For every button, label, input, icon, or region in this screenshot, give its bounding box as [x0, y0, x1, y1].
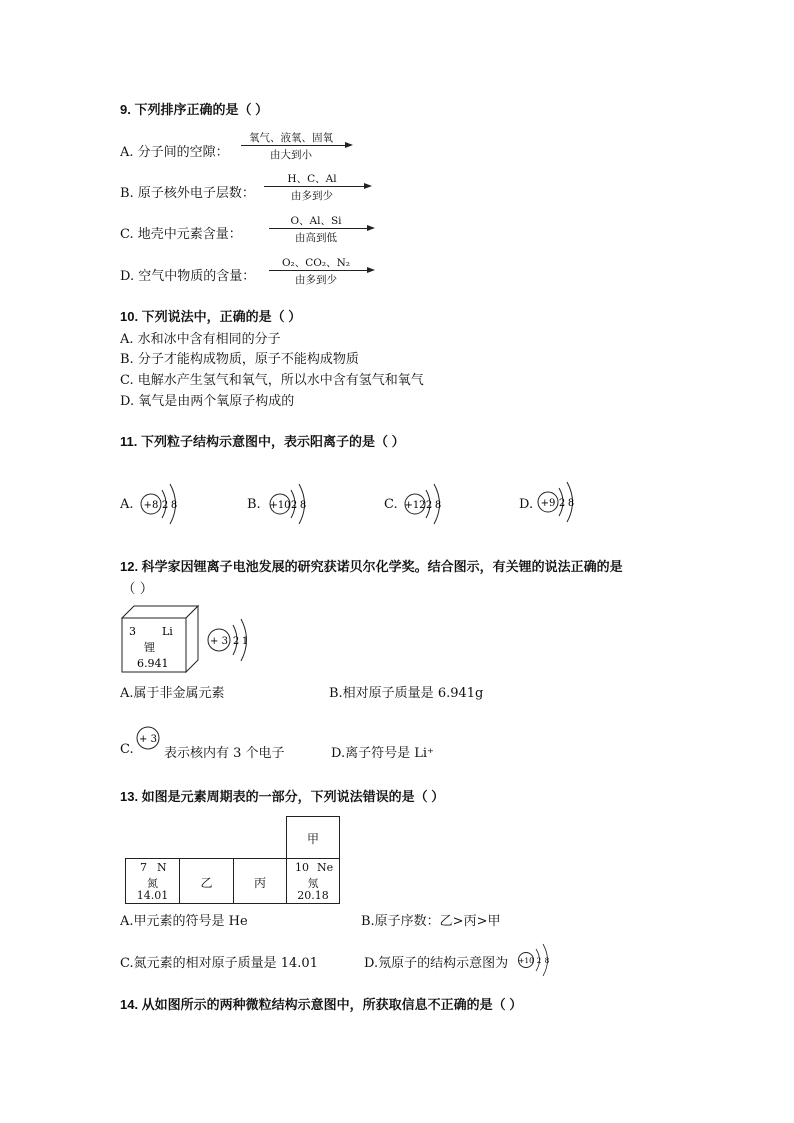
nucleus-charge: +12 — [404, 500, 426, 511]
nucleus-charge: +9 — [540, 498, 556, 509]
shell-2-electrons: 8 — [299, 500, 307, 511]
nitrogen-symbol: N — [157, 861, 167, 874]
q13-option-b: B.原子序数：乙>丙>甲 — [361, 914, 501, 929]
question-14-title: 14. 从如图所示的两种微粒结构示意图中，所获取信息不正确的是（ ） — [120, 997, 523, 1012]
arrow-head-icon — [345, 142, 353, 148]
q9-option-b-label: B. 原子核外电子层数： — [120, 186, 255, 201]
q9-option-d-arrow — [269, 255, 377, 289]
arrow-head-icon — [367, 225, 375, 231]
q12-option-b: B.相对原子质量是 6.941g — [329, 686, 484, 701]
nucleus-charge: + 3 — [210, 636, 228, 647]
neon-mass: 20.18 — [297, 889, 329, 902]
q9-option-b-under: 由多到少 — [291, 190, 333, 202]
q9-option-a-arrow — [241, 130, 353, 164]
q9-option-c-arrow — [269, 213, 377, 247]
q9-option-c-label: C. 地壳中元素含量： — [120, 227, 242, 242]
shell-2-electrons: 8 — [567, 498, 575, 509]
q9-option-b-over: H、C、Al — [287, 173, 337, 185]
q13-option-a: A.甲元素的符号是 He — [120, 914, 248, 929]
question-12-title-cont: （ ） — [122, 581, 154, 597]
cell-bing — [233, 858, 287, 904]
q13-option-d-neon-atom-diagram — [517, 940, 557, 980]
cell-jia — [286, 816, 340, 859]
cube-side-face — [186, 606, 198, 672]
nitrogen-number: 7 — [140, 861, 147, 874]
shell-1-electrons: 2 — [232, 636, 240, 647]
q9-option-c-under: 由高到低 — [295, 232, 337, 244]
arrow-head-icon — [364, 183, 372, 189]
q11-option-b-atom-diagram — [267, 478, 317, 528]
q11-option-c-label: C. — [384, 497, 398, 512]
q11-option-d-label: D. — [519, 497, 534, 512]
nucleus-charge: + 3 — [139, 734, 157, 745]
neon-name: 氖 — [307, 877, 319, 890]
neon-number: 10 — [295, 861, 309, 874]
arrow-line — [241, 145, 345, 146]
element-mass: 6.941 — [137, 657, 169, 670]
q9-option-d-over: O₂、CO₂、N₂ — [281, 257, 351, 269]
cell-yi — [179, 858, 234, 904]
q9-option-b-arrow — [264, 171, 374, 205]
shell-1-electrons: 2 — [558, 498, 566, 509]
arrow-line — [269, 228, 367, 229]
cube-top-face — [122, 606, 198, 618]
question-13-title: 13. 如图是元素周期表的一部分，下列说法错误的是（ ） — [120, 789, 445, 804]
shell-2-electrons: 8 — [170, 500, 178, 511]
neon-symbol: Ne — [317, 861, 334, 874]
q12-option-a: A.属于非金属元素 — [120, 686, 225, 701]
lithium-atom-diagram — [206, 614, 256, 668]
nucleus-charge: +10 — [269, 500, 291, 511]
q9-option-a-over: 氧气、液氧、固氧 — [249, 132, 333, 144]
q11-option-a-atom-diagram — [138, 478, 188, 528]
cell-bing-label: 丙 — [253, 876, 266, 890]
q13-option-d: D.氖原子的结构示意图为 — [364, 956, 509, 971]
element-number: 3 — [129, 625, 136, 638]
q12-option-c-nucleus-diagram — [134, 724, 166, 752]
q12-option-c-text: 表示核内有 3 个电子 — [164, 746, 285, 761]
shell-2-electrons: 8 — [544, 957, 550, 965]
cell-nitrogen — [125, 858, 180, 904]
q9-option-d-under: 由多到少 — [295, 274, 337, 286]
shell-1-electrons: 2 — [425, 500, 433, 511]
q9-option-a-label: A. 分子间的空隙： — [120, 145, 229, 160]
nitrogen-name: 氮 — [147, 877, 158, 890]
cell-yi-label: 乙 — [200, 876, 213, 890]
q13-option-c: C.氮元素的相对原子质量是 14.01 — [120, 956, 318, 971]
q11-option-c-atom-diagram — [402, 478, 452, 528]
nitrogen-mass: 14.01 — [136, 889, 169, 902]
cell-neon — [286, 858, 340, 904]
shell-1-electrons: 2 — [536, 957, 542, 965]
question-12-title: 12. 科学家因锂离子电池发展的研究获诺贝尔化学奖。结合图示，有关锂的说法正确的是 — [120, 559, 623, 574]
q10-option-c: C. 电解水产生氢气和氧气，所以水中含有氢气和氧气 — [120, 373, 424, 388]
q11-option-a-label: A. — [120, 497, 134, 512]
shell-2-electrons: 8 — [434, 500, 442, 511]
q9-option-c-over: O、Al、Si — [290, 215, 342, 227]
q12-option-c-label: C. — [120, 742, 134, 757]
question-9-title: 9. 下列排序正确的是（ ） — [120, 102, 269, 117]
shell-1-electrons: 2 — [290, 500, 298, 511]
arrow-line — [269, 270, 367, 271]
cell-jia-label: 甲 — [306, 832, 319, 846]
q10-option-b: B. 分子才能构成物质，原子不能构成物质 — [120, 352, 359, 367]
q9-option-a-under: 由大到小 — [270, 149, 312, 161]
element-name: 锂 — [144, 641, 155, 654]
q11-option-b-label: B. — [247, 497, 261, 512]
nucleus-charge: +10 — [518, 956, 534, 965]
arrow-line — [264, 186, 364, 187]
question-11-title: 11. 下列粒子结构示意图中，表示阳离子的是（ ） — [120, 434, 405, 449]
q11-option-d-atom-diagram — [535, 476, 585, 526]
arrow-head-icon — [367, 267, 375, 273]
element-symbol: Li — [162, 625, 173, 638]
lithium-element-cube — [118, 602, 202, 674]
q10-option-a: A. 水和冰中含有相同的分子 — [120, 332, 281, 347]
q12-option-d: D.离子符号是 Li⁺ — [331, 746, 434, 761]
q10-option-d: D. 氧气是由两个氧原子构成的 — [120, 394, 295, 409]
shell-2-electrons: 1 — [241, 636, 249, 647]
shell-1-electrons: 2 — [161, 500, 169, 511]
q9-option-d-label: D. 空气中物质的含量： — [120, 269, 256, 284]
nucleus-charge: +8 — [143, 500, 159, 511]
question-10-title: 10. 下列说法中，正确的是（ ） — [120, 309, 302, 324]
